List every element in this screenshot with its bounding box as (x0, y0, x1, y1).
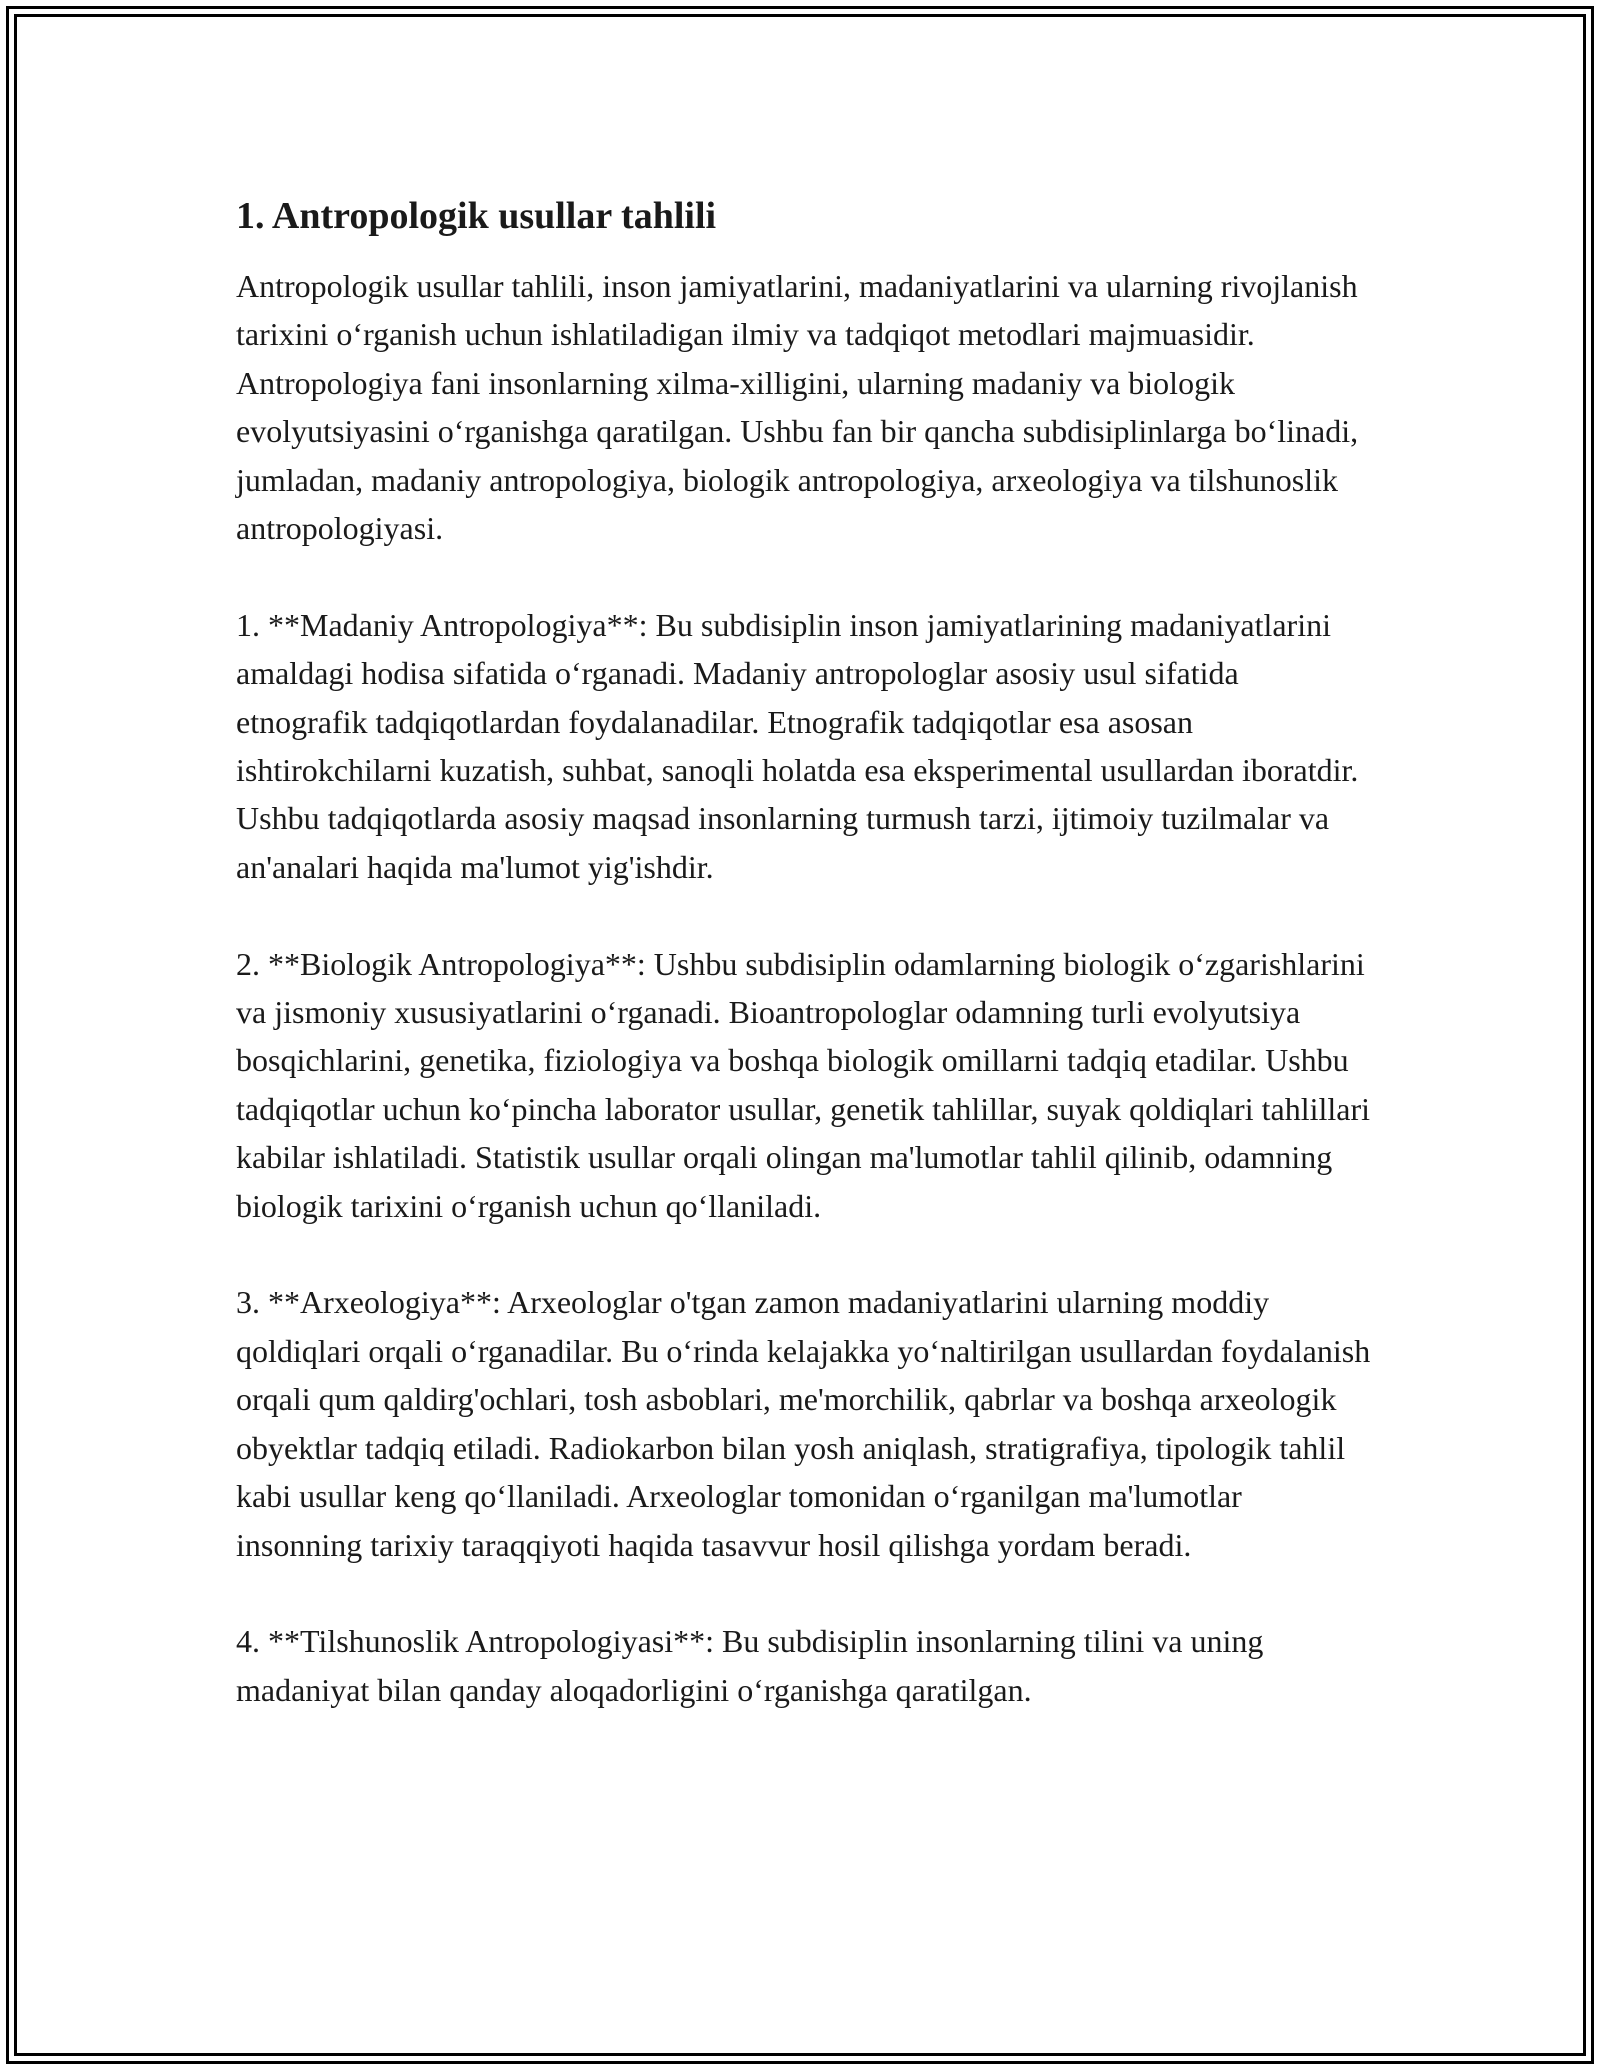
archaeology-paragraph: 3. **Arxeologiya**: Arxeologlar o'tgan zamon madaniyatlarini ularning moddiy qoldiqlari orqali o‘rganadilar. Bu o‘rinda kelajakka yo‘naltirilgan usullardan foydalanish orqali qum qaldirg'ochlari, tosh asboblari, me'morchilik, qabrlar va boshqa arxeologik obyektlar tadqiq etiladi. Radiokarbon bilan yosh aniqlash, stratigrafiya, tipologik tahlil kabi usullar keng qo‘llaniladi. Arxeologlar tomonidan o‘rganilgan ma'lumotlar insonning tarixiy taraqqiyoti haqida tasavvur hosil qilishga yordam beradi. (236, 1284, 1371, 1563)
section-heading: 1. Antropologik usullar tahlili (236, 195, 717, 237)
biological-anthropology-paragraph: 2. **Biologik Antropologiya**: Ushbu subdisiplin odamlarning biologik o‘zgarishlarini va jismoniy xususiyatlarini o‘rganadi. Bioantropologlar odamning turli evolyutsiya bosqichlarini, genetika, fiziologiya va boshqa biologik omillarni tadqiq etadilar. Ushbu tadqiqotlar uchun ko‘pincha laborator usullar, genetik tahlillar, suyak qoldiqlari tahlillari kabilar ishlatiladi. Statistik usullar orqali olingan ma'lumotlar tahlil qilinib, odamning biologik tarixini o‘rganish uchun qo‘llaniladi. (236, 945, 1370, 1224)
linguistic-anthropology-paragraph: 4. **Tilshunoslik Antropologiyasi**: Bu subdisiplin insonlarning tilini va uning madaniyat bilan qanday aloqadorligini o‘rganishga qaratilgan. (236, 1623, 1264, 1708)
document-body (236, 188, 1376, 1763)
cultural-anthropology-paragraph: 1. **Madaniy Antropologiya**: Bu subdisiplin inson jamiyatlarining madaniyatlarini amaldagi hodisa sifatida o‘rganadi. Madaniy antropologlar asosiy usul sifatida etnografik tadqiqotlardan foydalanadilar. Etnografik tadqiqotlar esa asosan ishtirokchilarni kuzatish, suhbat, sanoqli holatda esa eksperimental usullardan iboratdir. Ushbu tadqiqotlarda asosiy maqsad insonlarning turmush tarzi, ijtimoiy tuzilmalar va an'analari haqida ma'lumot yig'ishdir. (236, 606, 1359, 885)
intro-paragraph: Antropologik usullar tahlili, inson jamiyatlarini, madaniyatlarini va ularning rivojlanish tarixini o‘rganish uchun ishlatiladigan ilmiy va tadqiqot metodlari majmuasidir. Antropologiya fani insonlarning xilma-xilligini, ularning madaniy va biologik evolyutsiyasini o‘rganishga qaratilgan. Ushbu fan bir qancha subdisiplinlarga bo‘linadi, jumladan, madaniy antropologiya, biologik antropologiya, arxeologiya va tilshunoslik antropologiyasi. (236, 268, 1359, 547)
